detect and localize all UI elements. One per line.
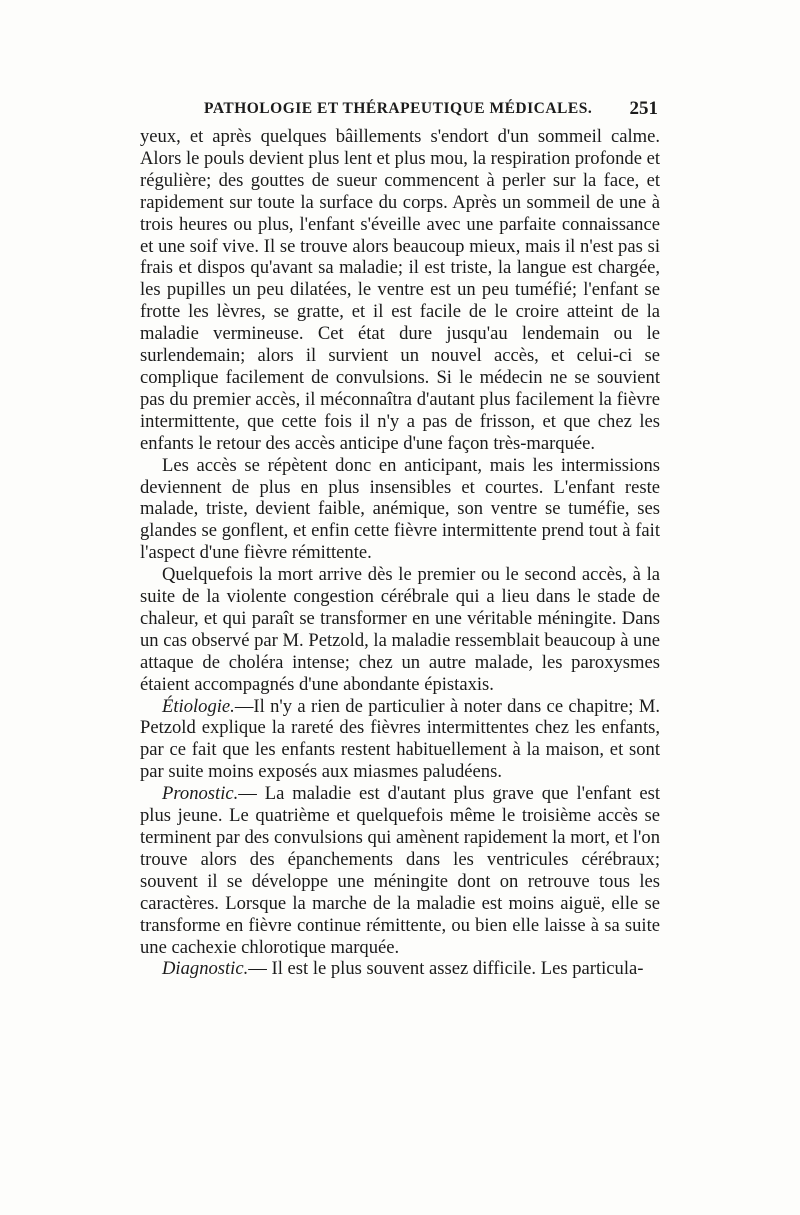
paragraph-intermissions: Les accès se répètent donc en anticipant, mais les intermissions deviennent de plus en plus insensibles et courtes. L'enfant reste malade, triste, devient faible, anémique, son ventre se tuméfie, ses glandes se gonflent, et enfin cette fièvre intermittente prend tout à fait l'aspect d'une fièvre rémittente. [140,454,660,564]
page-header [142,96,658,122]
page-number: 251 [629,98,658,119]
body-text [140,126,660,980]
section-label-etiologie: Étiologie. [162,695,235,717]
section-label-pronostic: Pronostic. [162,783,239,805]
paragraph-continuation: yeux, et après quelques bâillements s'endort d'un sommeil calme. Alors le pouls devient plus lent et plus mou, la respiration profonde et régulière; des gouttes de sueur commencent à perler sur la face, et rapidement sur toute la surface du corps. Après un sommeil de une à trois heures ou plus, l'enfant s'éveille avec une parfaite connaissance et une soif vive. Il se trouve alors beaucoup mieux, mais il n'est pas si frais et dispos qu'avant sa maladie; il est triste, la langue est chargée, les pupilles un peu dilatées, le ventre est un peu tuméfié; l'enfant se frotte les lèvres, se gratte, et il est facile de le croire atteint de la maladie vermineuse. Cet état dure jusqu'au lendemain ou le surlendemain; alors il survient un nouvel accès, et celui-ci se complique facilement de convulsions. Si le médecin ne se souvient pas du premier accès, il méconnaîtra d'autant plus facilement la fièvre intermittente, que cette fois il n'y a pas de frisson, et que chez les enfants le retour des accès anticipe d'une façon très-marquée. [140,126,661,454]
paragraph-etiologie: Étiologie.—Il n'y a rien de particulier à noter dans ce chapitre; M. Petzold explique la rareté des fièvres intermittentes chez les enfants, par ce fait que les enfants restent habituellement à la maison, et sont par suite moins exposés aux miasmes paludéens. [140,695,660,783]
running-title: PATHOLOGIE ET THÉRAPEUTIQUE MÉDICALES. [204,100,593,117]
paragraph-pronostic: Pronostic.— La maladie est d'autant plus grave que l'enfant est plus jeune. Le quatrième et quelquefois même le troisième accès se terminent par des convulsions qui amènent rapidement la mort, et l'on trouve alors des épanchements dans les ventricules cérébraux; souvent il se développe une méningite dont on retrouve tous les caractères. Lorsque la marche de la maladie est moins aiguë, elle se transforme en fièvre continue rémittente, ou bien elle laisse à sa suite une cachexie chlorotique marquée. [140,783,660,958]
section-label-diagnostic: Diagnostic. [162,958,249,980]
paragraph-mort: Quelquefois la mort arrive dès le premier ou le second accès, à la suite de la violente congestion cérébrale qui a lieu dans le stade de chaleur, et qui paraît se transformer en une véritable méningite. Dans un cas observé par M. Petzold, la maladie ressemblait beaucoup à une attaque de choléra intense; chez un autre malade, les paroxysmes étaient accompagnés d'une abondante épistaxis. [140,564,660,695]
paragraph-diagnostic: Diagnostic.— Il est le plus souvent assez difficile. Les particula- [162,958,644,980]
